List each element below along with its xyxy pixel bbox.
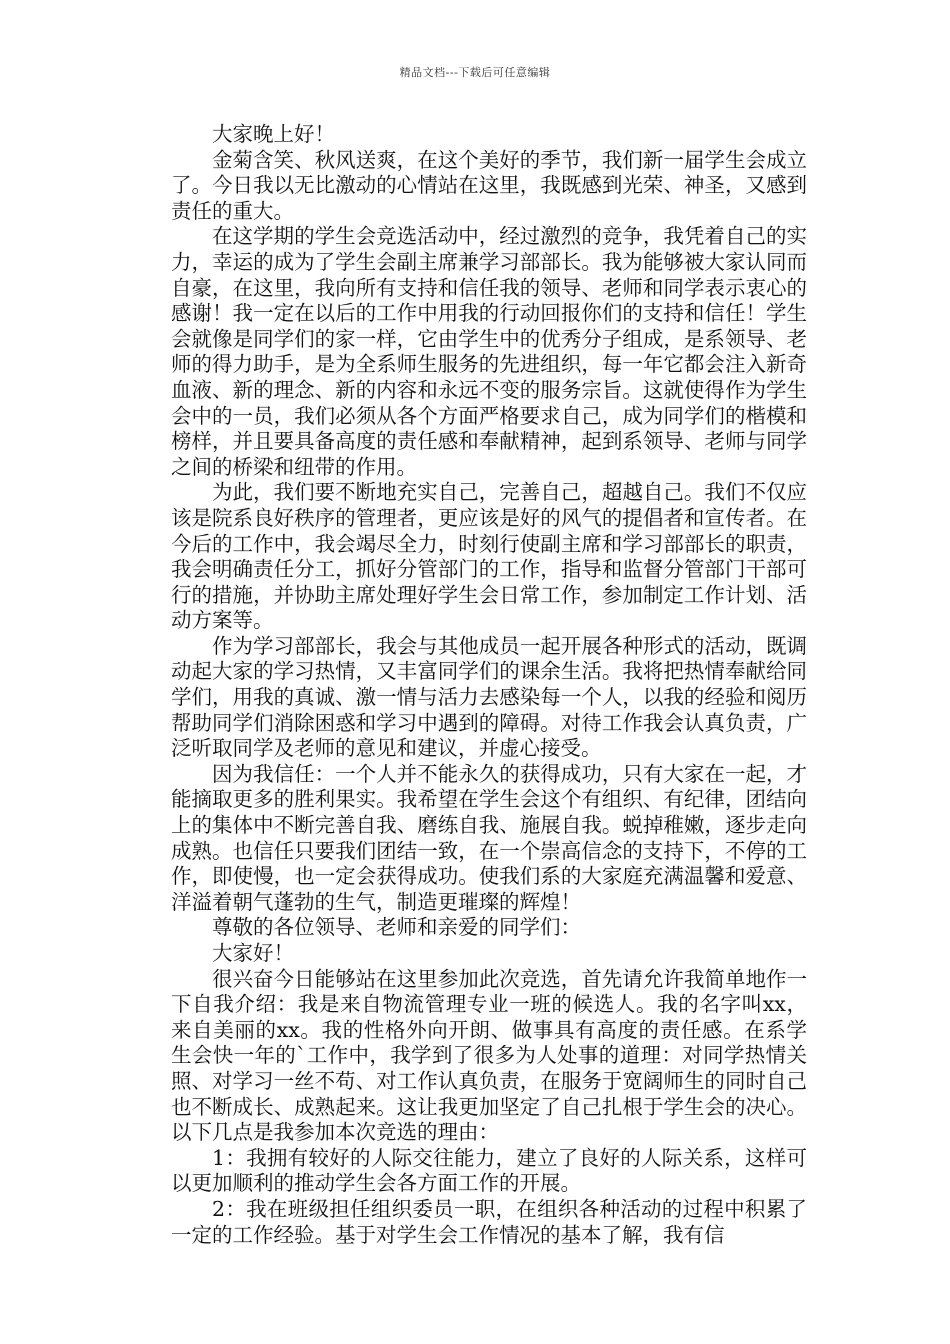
paragraph-greeting: 大家晚上好！ — [212, 122, 335, 146]
paragraph-4: 作为学习部部长，我会与其他成员一起开展各种形式的活动，既调动起大家的学习热情，又丰富同学们的课余生活。我将把热情奉献给同学们，用我的真诚、激一情与活力去感染每一个人，以我的经验和阅历帮助同学们消除困惑和学习中遇到的障碍。对待工作我会认真负责，广泛听取同学及老师的意见和建议，并虚心接受。 — [171, 633, 807, 761]
paragraph-7: 1：我拥有较好的人际交往能力，建立了良好的人际关系，这样可以更加顺利的推动学生会各方面工作的开展。 — [171, 1145, 807, 1196]
paragraph-8: 2：我在班级担任组织委员一职，在组织各种活动的过程中积累了一定的工作经验。基于对学生会工作情况的基本了解，我有信 — [171, 1196, 807, 1247]
paragraph-5: 因为我信任：一个人并不能永久的获得成功，只有大家在一起，才能摘取更多的胜利果实。我希望在学生会这个有组织、有纪律，团结向上的集体中不断完善自我、磨练自我、施展自我。蜕掉稚嫩，逐步走向成熟。也信任只要我们团结一致，在一个崇高信念的支持下，不停的工作，即使慢，也一定会获得成功。使我们系的大家庭充满温馨和爱意、洋溢着朝气蓬勃的生气，制造更璀璨的辉煌！ — [171, 761, 807, 914]
paragraph-2: 在这学期的学生会竞选活动中，经过激烈的竞争，我凭着自己的实力，幸运的成为了学生会副主席兼学习部部长。我为能够被大家认同而自豪，在这里，我向所有支持和信任我的领导、老师和同学表示衷心的感谢！我一定在以后的工作中用我的行动回报你们的支持和信任！学生会就像是同学们的家一样，它由学生中的优秀分子组成，是系领导、老师的得力助手，是为全系师生服务的先进组织，每一年它都会注入新奇血液、新的理念、新的内容和永远不变的服务宗旨。这就使得作为学生会中的一员，我们必须从各个方面严格要求自己，成为同学们的楷模和榜样，并且要具备高度的责任感和奉献精神，起到系领导、老师与同学之间的桥梁和纽带的作用。 — [171, 224, 807, 479]
paragraph-greeting-2: 大家好！ — [212, 941, 294, 965]
paragraph-3: 为此，我们要不断地充实自己，完善自己，超越自己。我们不仅应该是院系良好秩序的管理者，更应该是好的风气的提倡者和宣传者。在今后的工作中，我会竭尽全力，时刻行使副主席和学习部部长的职责，我会明确责任分工，抓好分管部门的工作，指导和监督分管部门干部可行的措施，并协助主席处理好学生会日常工作，参加制定工作计划、活动方案等。 — [171, 480, 807, 633]
paragraph-6: 很兴奋今日能够站在这里参加此次竞选，首先请允许我简单地作一下自我介绍：我是来自物流管理专业一班的候选人。我的名字叫xx，来自美丽的xx。我的性格外向开朗、做事具有高度的责任感。在系学生会快一年的`工作中，我学到了很多为人处事的道理：对同学热情关照、对学习一丝不苟、对工作认真负责，在服务于宽阔师生的同时自己也不断成长、成熟起来。这让我更加坚定了自己扎根于学生会的决心。以下几点是我参加本次竞选的理由： — [171, 966, 807, 1145]
document-body — [171, 122, 807, 1248]
paragraph-salutation: 尊敬的各位领导、老师和亲爱的同学们： — [212, 915, 581, 940]
page-header: 精品文档---下载后可任意编辑 — [399, 66, 551, 79]
paragraph-1: 金菊含笑、秋风送爽，在这个美好的季节，我们新一届学生会成立了。今日我以无比激动的心情站在这里，我既感到光荣、神圣，又感到责任的重大。 — [171, 147, 807, 223]
